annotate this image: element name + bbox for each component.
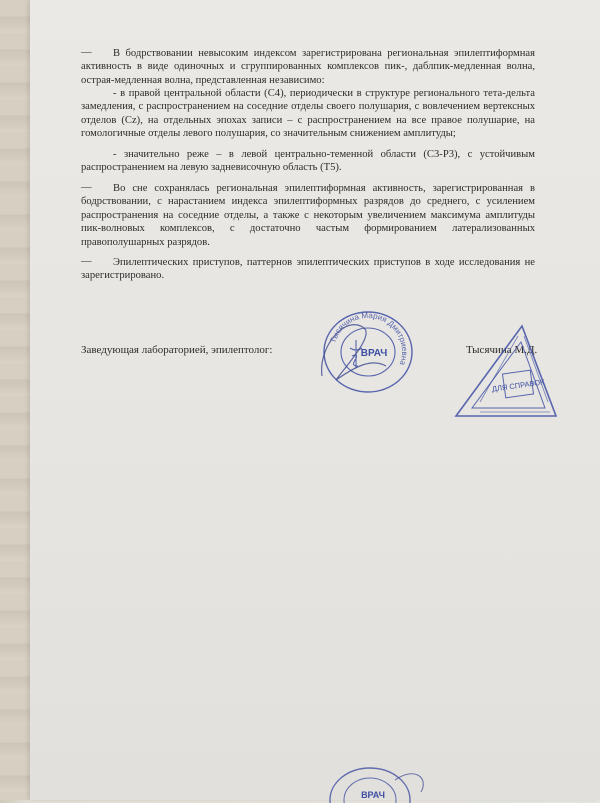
handwritten-signature-icon <box>395 774 423 792</box>
paragraph-text: Во сне сохранялась региональная эпилептиформная активность, зарегистрированная в бодрствовании, с нарастанием индекса эпилептиформных разрядов до среднего, с усилением распространения на соседние отделы, а также с некоторым увеличением максимума амплитуды пик-волновых комплексов, с достаточно частым формированием латерализованных правополушарных разрядов. <box>81 183 535 248</box>
signature-position: Заведующая лабораторией, эпилептолог: <box>81 344 273 356</box>
list-item-left-centroparietal <box>81 148 535 175</box>
paragraph-wake-activity <box>81 47 535 87</box>
list-item-right-central <box>81 87 535 141</box>
paragraph-dash: — <box>81 47 92 58</box>
signature-name: Тысячина М.Д. <box>466 344 538 356</box>
triangle-stamp-title: ДЛЯ СПРАВОК <box>491 377 545 394</box>
paragraph-dash: — <box>81 182 92 193</box>
stamp-center-text: ВРАЧ <box>360 348 388 359</box>
bottom-round-stamp <box>325 758 435 803</box>
desk-background <box>0 0 30 800</box>
list-item-text: - в правой центральной области (C4), периодически в структуре регионального тета-дельта замедления, с распространением на соседние отделы своего полушария, с вовлечением вертексных отделов (Cz), на отдельных эпохах записи – с распространением на все правое полушарие, на гомологичные отделы левого полушария, со значительным снижением амплитуды; <box>81 88 535 140</box>
bottom-stamp-imprint <box>325 758 435 803</box>
stamp-ring-text: Тысячина Мария Дмитриевна <box>328 310 410 367</box>
bottom-stamp-center-text: ВРАЧ <box>361 790 385 800</box>
triangle-stamp <box>452 322 560 422</box>
paragraph-no-seizures <box>81 256 535 283</box>
paragraph-sleep-activity <box>81 182 535 249</box>
list-item-text: - значительно реже – в левой центрально-теменной области (C3-P3), с устойчивым распространением на левую задневисочную область (T5). <box>81 149 535 174</box>
round-doctor-stamp <box>316 306 420 398</box>
paragraph-text: Эпилептических приступов, паттернов эпилептических приступов в ходе исследования не зарегистрировано. <box>81 257 535 282</box>
paragraph-dash: — <box>81 256 92 267</box>
paragraph-text: В бодрствовании невысоким индексом зарегистрирована региональная эпилептиформная активность в виде одиночных и сгруппированных комплексов пик-, даблпик-медленная волна, острая-медленная волна, представленная независимо: <box>81 48 535 86</box>
